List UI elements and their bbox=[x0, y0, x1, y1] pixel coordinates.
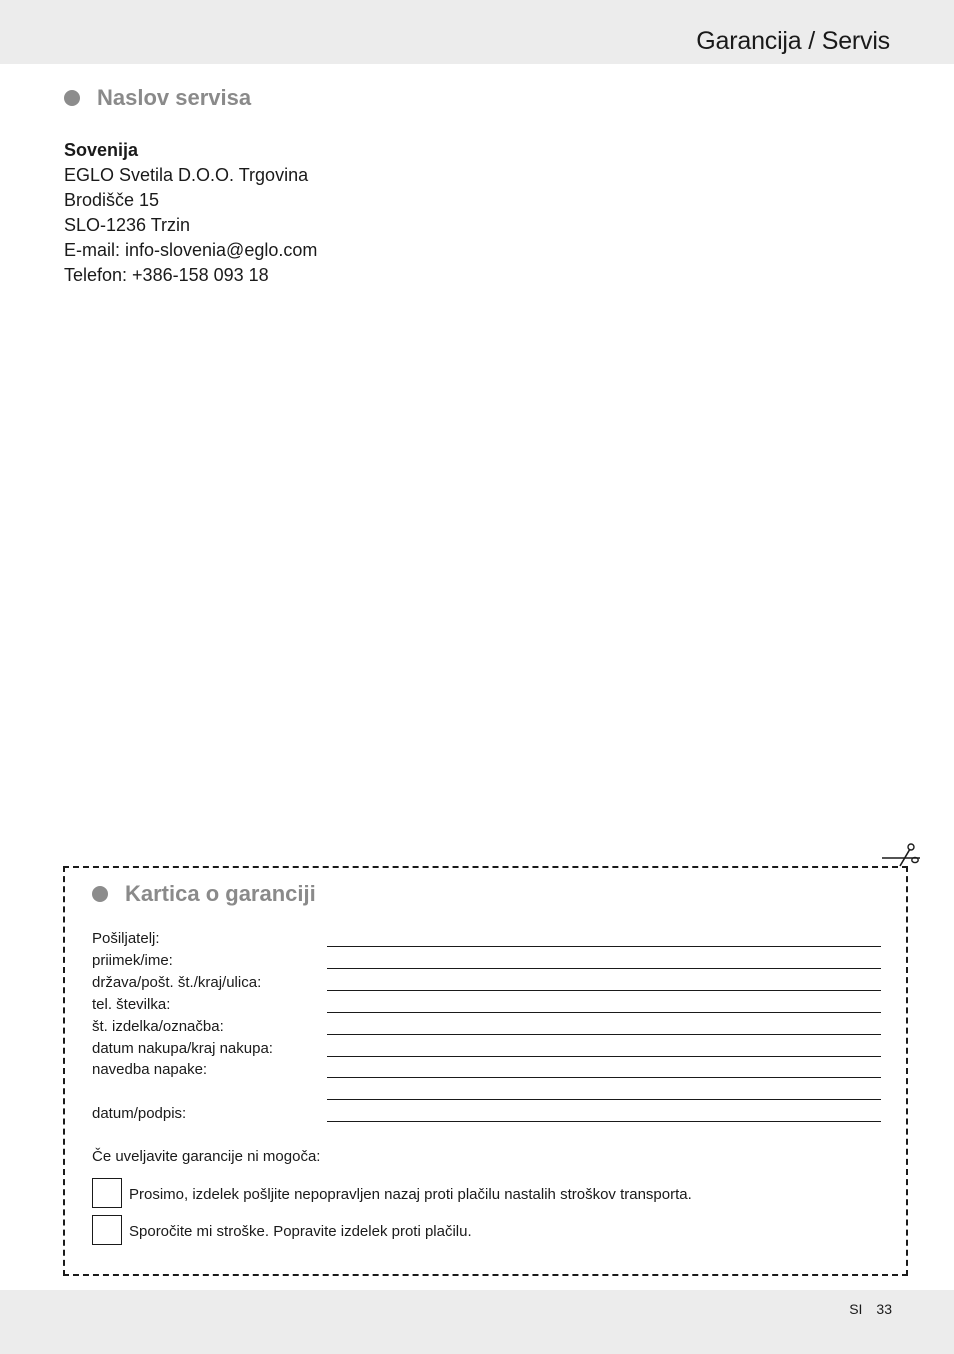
field-defect-extra-line[interactable] bbox=[327, 1099, 881, 1100]
address-country: Sovenija bbox=[64, 140, 139, 160]
footer-language: SI bbox=[849, 1301, 863, 1317]
field-label: datum/podpis: bbox=[92, 1105, 187, 1122]
section-bullet-icon bbox=[64, 90, 80, 106]
field-input-line[interactable] bbox=[327, 968, 881, 969]
field-input-line[interactable] bbox=[327, 1077, 881, 1078]
warranty-card-heading: Kartica o garanciji bbox=[125, 881, 316, 906]
footer-bar bbox=[0, 1290, 954, 1354]
address-email: E-mail: info-slovenia@eglo.com bbox=[64, 240, 318, 260]
field-label: Pošiljatelj: bbox=[92, 930, 160, 947]
field-label: datum nakupa/kraj nakupa: bbox=[92, 1040, 273, 1057]
field-input-line[interactable] bbox=[327, 1121, 881, 1122]
page-footer bbox=[849, 1301, 892, 1317]
service-address bbox=[64, 138, 317, 288]
address-street: Brodišče 15 bbox=[64, 190, 160, 210]
field-input-line[interactable] bbox=[327, 1012, 881, 1013]
field-label: tel. številka: bbox=[92, 996, 171, 1013]
field-purchase-date[interactable] bbox=[92, 1040, 882, 1062]
option-text-repair: Sporočite mi stroške. Popravite izdelek proti plačilu. bbox=[129, 1223, 472, 1240]
field-sender[interactable] bbox=[92, 930, 882, 952]
field-address[interactable] bbox=[92, 974, 882, 996]
field-product-number[interactable] bbox=[92, 1018, 882, 1040]
field-label: navedba napake: bbox=[92, 1061, 208, 1078]
service-heading: Naslov servisa bbox=[97, 85, 252, 110]
footer-page-number: 33 bbox=[876, 1301, 892, 1317]
page-title: Garancija / Servis bbox=[696, 27, 890, 55]
address-company: EGLO Svetila D.O.O. Trgovina bbox=[64, 165, 309, 185]
field-label: št. izdelka/označba: bbox=[92, 1018, 224, 1035]
field-name[interactable] bbox=[92, 952, 882, 974]
option-checkbox-repair[interactable] bbox=[92, 1215, 122, 1245]
field-phone[interactable] bbox=[92, 996, 882, 1018]
field-date-signature[interactable] bbox=[92, 1105, 882, 1127]
field-label: priimek/ime: bbox=[92, 952, 173, 969]
field-defect[interactable] bbox=[92, 1061, 882, 1083]
address-city: SLO-1236 Trzin bbox=[64, 215, 191, 235]
field-input-line[interactable] bbox=[327, 946, 881, 947]
warranty-note: Če uveljavite garancije ni mogoča: bbox=[92, 1148, 321, 1165]
field-input-line[interactable] bbox=[327, 1056, 881, 1057]
option-text-return: Prosimo, izdelek pošljite nepopravljen nazaj proti plačilu nastalih stroškov transporta. bbox=[129, 1186, 692, 1203]
address-phone: Telefon: +386-158 093 18 bbox=[64, 265, 269, 285]
section-bullet-icon bbox=[92, 886, 108, 902]
field-input-line[interactable] bbox=[327, 1034, 881, 1035]
option-checkbox-return[interactable] bbox=[92, 1178, 122, 1208]
field-input-line[interactable] bbox=[327, 990, 881, 991]
field-label: država/pošt. št./kraj/ulica: bbox=[92, 974, 262, 991]
